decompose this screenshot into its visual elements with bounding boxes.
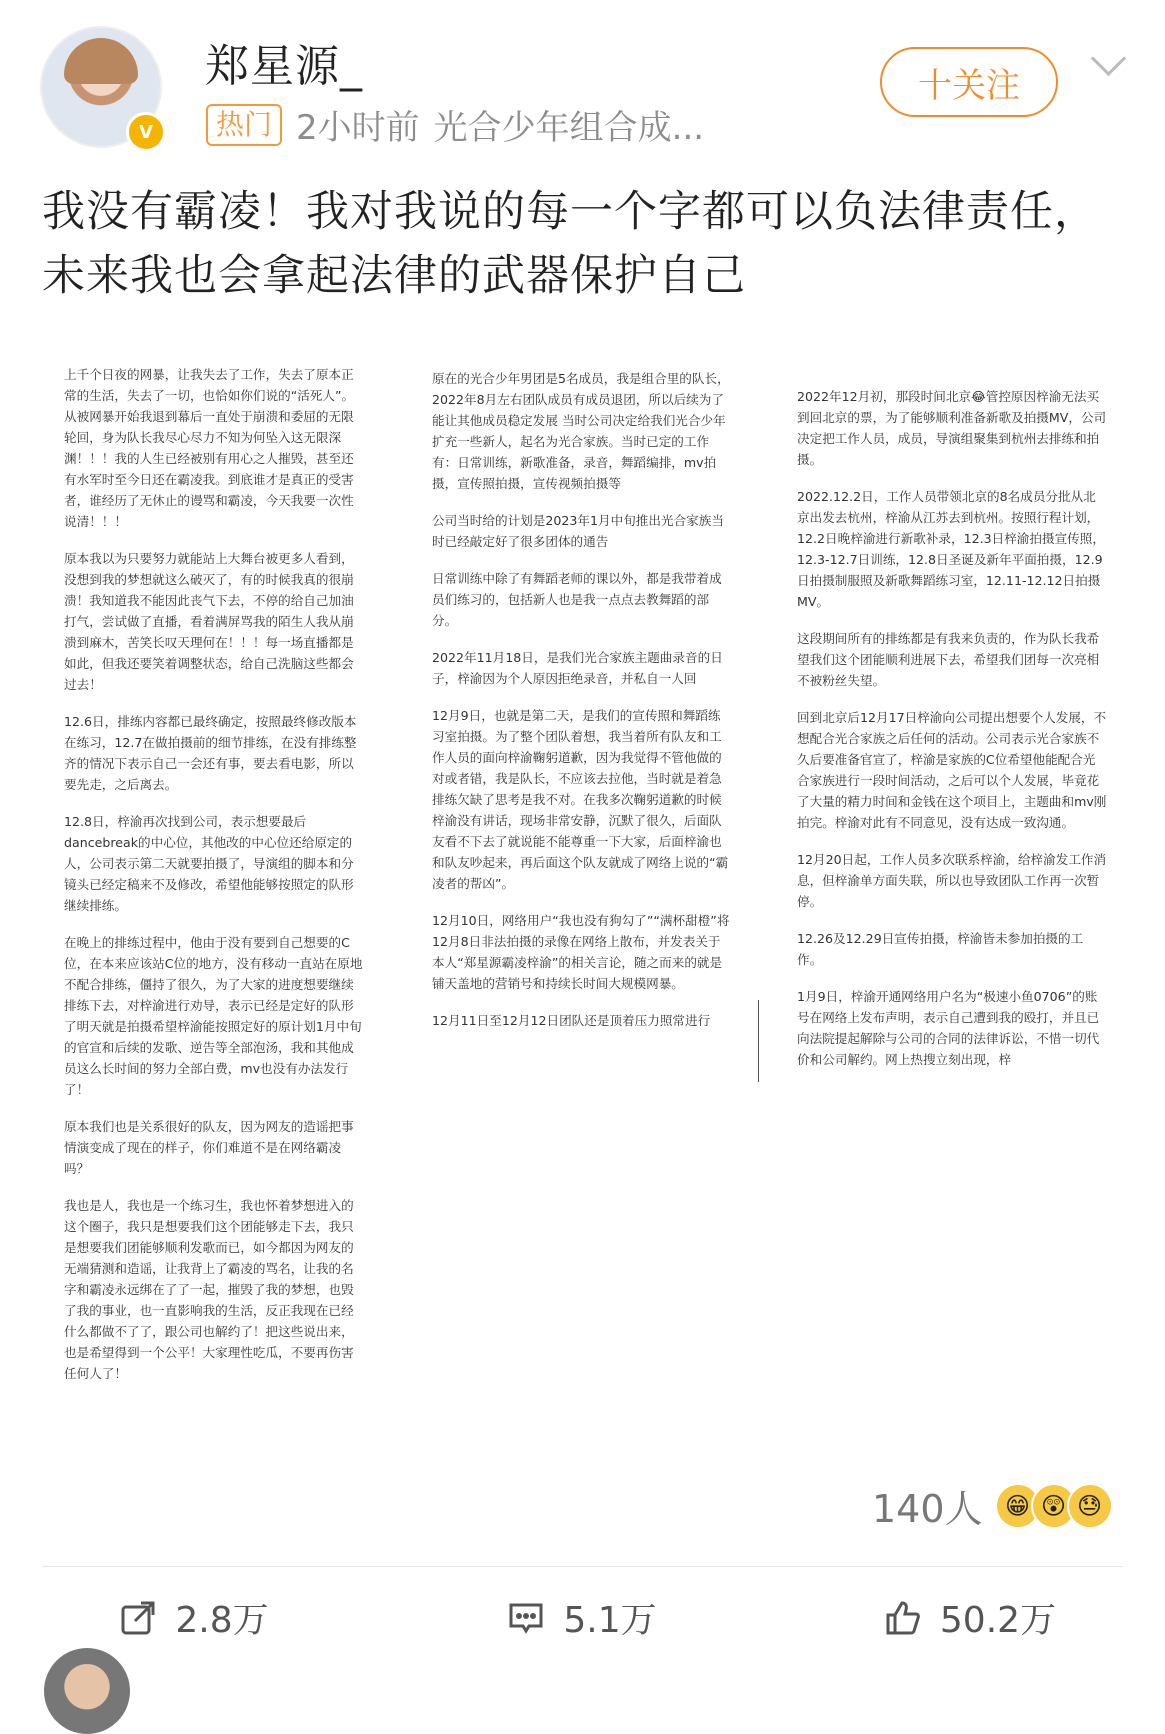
statement-paragraph: 12月9日，也就是第二天，是我们的宣传照和舞蹈练习室拍摄。为了整个团队着想，我当着所有队友和工作人员的面向梓渝鞠躬道歉，因为我觉得不管他做的对或者错，我是队长，不应该去拉他，当时就是着急排练欠缺了思考是我不对。在我多次鞠躬道歉的时候梓渝没有讲话，现场非常安静，沉默了很久，后面队友看不下去了就说能不能尊重一下大家，后面梓渝也和队友吵起来，再后面这个队友就成了网络上说的“霸凌者的帮凶”。 — [432, 708, 729, 891]
statement-paragraph: 公司当时给的计划是2023年1月中旬推出光合家族当时已经敲定好了很多团体的通告 — [432, 513, 724, 549]
post-headline: 我没有霸凌！我对我说的每一个字都可以负法律责任，未来我也会拿起法律的武器保护自己 — [42, 187, 1098, 301]
like-button[interactable] — [776, 1592, 1164, 1643]
verified-badge-icon: V — [126, 112, 166, 152]
statement-paragraph: 回到北京后12月17日梓渝向公司提出想要个人发展，不想配合光合家族之后任何的活动。公司表示光合家族不久后要准备官宣了，梓渝是家族的C位希望他能配合光合家族进行一段时间活动，之后可以个人发展，毕竟花了大量的精力时间和金钱在这个项目上，主题曲和mv刚拍完。梓渝对此有不同意见，没有达成一致沟通。 — [797, 710, 1107, 830]
grin-emoji-icon: 😁 — [995, 1483, 1041, 1529]
statement-paragraph: 我也是人，我也是一个练习生，我也怀着梦想进入的这个圈子，我只是想要我们这个团能够走下去，我只是想要我们团能够顺利发歌而已，如今都因为网友的无端猜测和造谣，让我背上了霸凌的骂名，让我的名字和霸凌永远绑在了了一起，摧毁了我的梦想，也毁了我的事业，也一直影响我的生活，反正我现在已经什么都做不了了，跟公司也解约了！把这些说出来，也是希望得到一个公平！大家理性吃瓜，不要再伤害任何人了！ — [64, 1198, 354, 1381]
statement-column-3 — [797, 386, 1107, 1096]
hot-badge: 热门 — [206, 104, 282, 146]
share-button[interactable] — [0, 1592, 388, 1643]
comment-count: 5.1万 — [563, 1600, 657, 1641]
reactions-summary[interactable] — [872, 1478, 1113, 1533]
statement-paragraph: 原本我们也是关系很好的队友，因为网友的造谣把事情演变成了现在的样子，你们难道不是在网络霸凌吗？ — [64, 1119, 354, 1176]
statement-paragraph: 12.8日，梓渝再次找到公司，表示想要最后dancebreak的中心位，其他改的中心位还给原定的人，公司表示第二天就要拍摄了，导演组的脚本和分镜头已经定稿来不及修改，希望他能够按照定的队形继续排练。 — [64, 814, 354, 913]
post-source[interactable]: 光合少年组合成... — [433, 108, 705, 148]
username[interactable]: 郑星源_ — [205, 41, 363, 92]
statement-paragraph: 在晚上的排练过程中，他由于没有要到自己想要的C位，在本来应该站C位的地方，没有移动一直站在原地不配合排练，僵持了很久，为了大家的进度想要继续排练下去，对梓渝进行劝导，表示已经是定好的队形了明天就是拍摄希望梓渝能按照定好的原计划1月中旬的官宣和后续的发歌、逆告等全部泡汤，我和其他成员这么长时间的努力全部白费，mv也没有办法发行了！ — [64, 935, 363, 1097]
comment-button[interactable] — [388, 1592, 776, 1643]
statement-paragraph: 12月11日至12月12日团队还是顶着压力照常进行 — [432, 1013, 711, 1028]
divider — [42, 1566, 1123, 1567]
like-count: 50.2万 — [939, 1600, 1057, 1641]
statement-paragraph: 这段期间所有的排练都是有我来负责的，作为队长我希望我们这个团能顺利进展下去，希望我们团每一次亮相不被粉丝失望。 — [797, 631, 1100, 688]
statement-paragraph: 日常训练中除了有舞蹈老师的课以外，都是我带着成员们练习的，包括新人也是我一点点去教舞蹈的部分。 — [432, 571, 722, 628]
statement-paragraph: 上千个日夜的网暴，让我失去了工作，失去了原本正常的生活，失去了一切，也恰如你们说的“活死人”。从被网暴开始我退到幕后一直处于崩溃和委屈的无限轮回，身为队长我尽心尽力不知为何坠入这无限深渊！！！我的人生已经被别有用心之人摧毁，甚至还有水军时至今日还在霸凌我。到底谁才是真正的受害者，谁经历了无休止的谩骂和霸凌，今天我要一次性说清！！！ — [64, 367, 355, 529]
sweat-emoji-icon: 😓 — [1067, 1483, 1113, 1529]
avatar-hair — [64, 38, 138, 84]
statement-paragraph: 12.6日，排练内容都已最终确定，按照最终修改版本在练习，12.7在做拍摄前的细节排练，在没有排练整齐的情况下表示自己一会还有事，要去看电影，所以要先走，之后离去。 — [64, 714, 357, 792]
surprised-emoji-icon: 😲 — [1031, 1483, 1077, 1529]
statement-paragraph: 12.26及12.29日宣传拍摄，梓渝皆未参加拍摄的工作。 — [797, 931, 1084, 967]
column-divider — [758, 1000, 759, 1082]
statement-paragraph: 2022.12.2日，工作人员带领北京的8名成员分批从北京出发去杭州，梓渝从江苏去到杭州。按照行程计划，12.2日晚梓渝进行新歌补录，12.3日梓渝拍摄宣传照，12.3-12.7日训练，12.8日圣诞及新年平面拍摄，12.9日拍摄制服照及新歌舞蹈练习室，12.11-12.12日拍摄MV。 — [797, 489, 1105, 609]
share-count: 2.8万 — [175, 1600, 269, 1641]
statement-paragraph: 原在的光合少年男团是5名成员，我是组合里的队长，2022年8月左右团队成员有成员退团，所以后续为了能让其他成员稳定发展 当时公司决定给我们光合少年扩充一些新人，起名为光合家族。当时已定的工作有：日常训练，新歌准备，录音，舞蹈编排，mv拍摄，宣传照拍摄，宣传视频拍摄等 — [432, 371, 730, 491]
chevron-down-icon[interactable] — [1091, 41, 1126, 76]
share-icon — [119, 1599, 157, 1637]
statement-paragraph: 2022年11月18日，是我们光合家族主题曲录音的日子，梓渝因为个人原因拒绝录音，并私自一人回 — [432, 650, 723, 686]
reaction-count: 140人 — [872, 1487, 983, 1531]
statement-paragraph: 1月9日，梓渝开通网络用户名为“极速小鱼0706”的账号在网络上发布声明，表示自己遭到我的殴打，并且已向法院提起解除与公司的合同的法律诉讼，不惜一切代价和公司解约。网上热搜立刻出现，梓 — [797, 989, 1100, 1067]
statement-column-1 — [64, 364, 364, 1400]
statement-paragraph: 12月10日，网络用户“我也没有狗勾了”“满杯甜橙”将12月8日非法拍摄的录像在网络上散布，并发表关于本人“郑星源霸凌梓渝”的相关言论，随之而来的就是铺天盖地的营销号和持续长时间大规模网暴。 — [432, 913, 730, 991]
next-post-avatar[interactable] — [44, 1648, 130, 1734]
post-meta — [206, 100, 704, 149]
statement-paragraph: 原本我以为只要努力就能站上大舞台被更多人看到，没想到我的梦想就这么破灭了，有的时候我真的很崩溃！我知道我不能因此丧气下去，不停的给自己加油打气，尝试做了直播，看着满屏骂我的陌生人我从崩溃到麻木，苦笑长叹天理何在！！！每一场直播都是如此，但我还要笑着调整状态，给自己洗脑这些都会过去！ — [64, 551, 354, 692]
comment-icon — [507, 1599, 545, 1637]
follow-button[interactable]: 十关注 — [880, 47, 1058, 117]
statement-image[interactable] — [42, 340, 1122, 1445]
thumbs-up-icon — [884, 1599, 922, 1637]
statement-paragraph: 12月20日起，工作人员多次联系梓渝，给梓渝发工作消息，但梓渝单方面失联，所以也导致团队工作再一次暂停。 — [797, 852, 1107, 909]
post-time: 2小时前 — [296, 108, 420, 148]
action-bar — [0, 1592, 1165, 1643]
statement-paragraph: 2022年12月初，那段时间北京😂管控原因梓渝无法买到回北京的票，为了能够顺利准备新歌及拍摄MV，公司决定把工作人员，成员，导演组聚集到杭州去排练和拍摄。 — [797, 389, 1107, 467]
statement-column-2 — [432, 368, 732, 1078]
